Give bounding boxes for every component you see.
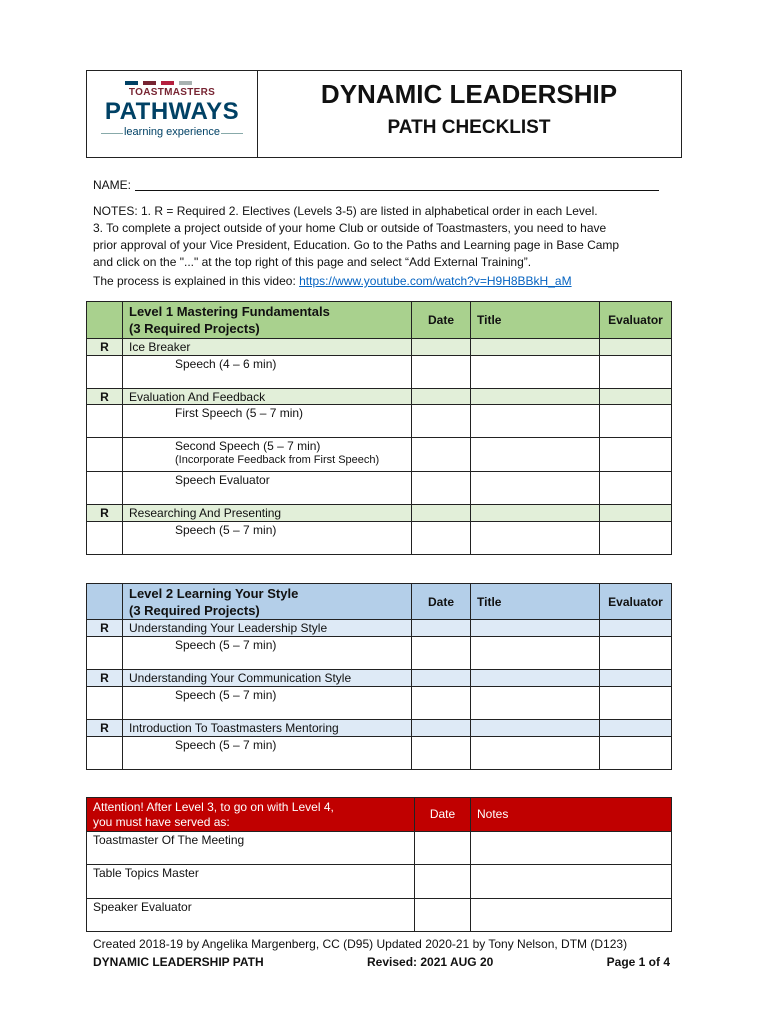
date-cell[interactable]: [412, 522, 471, 555]
title-cell[interactable]: [471, 637, 600, 670]
notes-line-2: 3. To complete a project outside of your home Club or outside of Toastmasters, you need to have: [93, 221, 607, 235]
speech-label: Speech (5 – 7 min): [123, 737, 412, 770]
evaluator-cell[interactable]: [600, 522, 672, 555]
level-1-title-line1: Level 1 Mastering Fundamentals: [129, 304, 330, 319]
level-2-evaluator-header: Evaluator: [600, 584, 672, 620]
speech-note: (Incorporate Feedback from First Speech): [175, 454, 380, 466]
level-2-title-line2: (3 Required Projects): [129, 602, 260, 618]
role-row: [87, 832, 672, 865]
notes-line-1: NOTES: 1. R = Required 2. Electives (Levels 3-5) are listed in alphabetical order in each Level.: [93, 204, 598, 218]
speech-row: [87, 405, 672, 438]
project-name: Understanding Your Leadership Style: [123, 620, 412, 637]
footer-revised: Revised: 2021 AUG 20: [367, 955, 494, 969]
title-cell[interactable]: [471, 389, 600, 405]
attention-table: [86, 797, 672, 932]
attention-notes-header: Notes: [471, 798, 672, 832]
title-cell[interactable]: [471, 522, 600, 555]
level-1-date-header: Date: [412, 302, 471, 339]
notes-cell[interactable]: [471, 832, 672, 865]
title-cell[interactable]: [471, 405, 600, 438]
project-row-mentoring: [87, 720, 672, 737]
project-name: Ice Breaker: [123, 339, 412, 356]
date-cell[interactable]: [412, 356, 471, 389]
level-2-title-header: Title: [471, 584, 600, 620]
level-1-title-line2: (3 Required Projects): [129, 321, 260, 336]
logo-learning-text: learning experience: [123, 126, 220, 138]
required-marker: R: [87, 620, 123, 637]
level-2-date-header: Date: [412, 584, 471, 620]
required-marker: R: [87, 670, 123, 687]
date-cell[interactable]: [415, 899, 471, 932]
level-1-evaluator-header: Evaluator: [600, 302, 672, 339]
role-label: Speaker Evaluator: [87, 899, 415, 932]
notes-line-4: and click on the "..." at the top right of this page and select “Add External Training”.: [93, 255, 532, 269]
speech-label: Speech (5 – 7 min): [123, 637, 412, 670]
blank-cell: [87, 737, 123, 770]
blank-cell: [87, 438, 123, 472]
evaluator-cell[interactable]: [600, 720, 672, 737]
speech-row: [87, 356, 672, 389]
blank-cell: [87, 405, 123, 438]
speech-label: Speech (5 – 7 min): [123, 522, 412, 555]
notes-cell[interactable]: [471, 899, 672, 932]
role-label: Table Topics Master: [87, 865, 415, 899]
footer-page-number: Page 1 of 4: [606, 955, 670, 969]
logo-divider-right: [221, 133, 243, 134]
title-cell[interactable]: [471, 620, 600, 637]
date-cell[interactable]: [415, 865, 471, 899]
evaluator-cell[interactable]: [600, 505, 672, 522]
project-row-ice-breaker: [87, 339, 672, 356]
date-cell[interactable]: [412, 687, 471, 720]
logo-toastmasters-text: TOASTMASTERS: [128, 87, 216, 98]
speech-row: [87, 438, 672, 472]
title-cell[interactable]: [471, 687, 600, 720]
evaluator-cell[interactable]: [600, 356, 672, 389]
evaluator-cell[interactable]: [600, 637, 672, 670]
speech-row: [87, 472, 672, 505]
project-row-communication-style: [87, 670, 672, 687]
title-cell[interactable]: [471, 339, 600, 356]
blank-cell: [87, 472, 123, 505]
date-cell[interactable]: [412, 620, 471, 637]
attention-line2: you must have served as:: [93, 814, 230, 829]
attention-message: [87, 798, 415, 832]
speech-label: Speech (5 – 7 min): [123, 687, 412, 720]
logo-pathways-text: PATHWAYS: [104, 98, 240, 125]
notes-video-prefix: The process is explained in this video:: [93, 274, 300, 288]
required-marker: R: [87, 720, 123, 737]
name-field[interactable]: [135, 190, 659, 191]
page-subtitle: PATH CHECKLIST: [387, 117, 551, 138]
date-cell[interactable]: [412, 405, 471, 438]
notes-cell[interactable]: [471, 865, 672, 899]
logo-bars-icon: [125, 81, 192, 85]
video-link[interactable]: https://www.youtube.com/watch?v=H9H8BBkH_aM: [299, 274, 572, 288]
speech-label: First Speech (5 – 7 min): [123, 405, 412, 438]
title-cell[interactable]: [471, 438, 600, 472]
role-label: Toastmaster Of The Meeting: [87, 832, 415, 865]
project-name: Understanding Your Communication Style: [123, 670, 412, 687]
header-box: [86, 70, 682, 158]
pathways-logo: [87, 71, 258, 157]
date-cell[interactable]: [412, 737, 471, 770]
project-name: Researching And Presenting: [123, 505, 412, 522]
level-2-title-line1: Level 2 Learning Your Style: [129, 585, 299, 601]
footer-path-name: DYNAMIC LEADERSHIP PATH: [93, 955, 264, 969]
date-cell[interactable]: [412, 637, 471, 670]
level-2-table: [86, 583, 672, 770]
date-cell[interactable]: [412, 438, 471, 472]
date-cell[interactable]: [412, 472, 471, 505]
speech-row: [87, 687, 672, 720]
required-marker: R: [87, 389, 123, 405]
speech-row: [87, 522, 672, 555]
notes-line-5: [93, 273, 572, 290]
footer-credits: Created 2018-19 by Angelika Margenberg, CC (D95) Updated 2020-21 by Tony Nelson, DTM (D123): [93, 937, 628, 951]
title-cell[interactable]: [471, 737, 600, 770]
speech-label: [123, 438, 412, 472]
notes-line-3: prior approval of your Vice President, Education. Go to the Paths and Learning page in Base Camp: [93, 238, 620, 252]
title-cell[interactable]: [471, 720, 600, 737]
speech-label: Speech (4 – 6 min): [123, 356, 412, 389]
project-row-researching-presenting: [87, 505, 672, 522]
project-row-evaluation-feedback: [87, 389, 672, 405]
project-name: Introduction To Toastmasters Mentoring: [123, 720, 412, 737]
project-row-leadership-style: [87, 620, 672, 637]
blank-cell: [87, 687, 123, 720]
evaluator-cell[interactable]: [600, 687, 672, 720]
speech-row: [87, 637, 672, 670]
blank-cell: [87, 522, 123, 555]
role-row: [87, 899, 672, 932]
date-cell[interactable]: [412, 505, 471, 522]
level-1-table: [86, 301, 672, 555]
level-1-title: [123, 302, 412, 339]
date-cell[interactable]: [412, 670, 471, 687]
level-1-title-header: Title: [471, 302, 600, 339]
title-cell[interactable]: [471, 472, 600, 505]
evaluator-cell[interactable]: [600, 472, 672, 505]
attention-date-header: Date: [415, 798, 471, 832]
name-label: NAME:: [93, 178, 132, 192]
date-cell[interactable]: [412, 720, 471, 737]
blank-cell: [87, 356, 123, 389]
date-cell[interactable]: [412, 339, 471, 356]
blank-cell: [87, 637, 123, 670]
evaluator-cell[interactable]: [600, 620, 672, 637]
attention-line1: Attention! After Level 3, to go on with Level 4,: [93, 799, 334, 814]
role-row: [87, 865, 672, 899]
evaluator-cell[interactable]: [600, 737, 672, 770]
required-marker: R: [87, 505, 123, 522]
evaluator-cell[interactable]: [600, 405, 672, 438]
evaluator-cell[interactable]: [600, 389, 672, 405]
level-1-header-blank: [87, 302, 123, 339]
title-cell[interactable]: [471, 356, 600, 389]
speech-label-text: Second Speech (5 – 7 min): [175, 439, 321, 453]
speech-row: [87, 737, 672, 770]
evaluator-cell[interactable]: [600, 339, 672, 356]
evaluator-cell[interactable]: [600, 670, 672, 687]
title-cell[interactable]: [471, 505, 600, 522]
project-name: Evaluation And Feedback: [123, 389, 412, 405]
level-2-title: [123, 584, 412, 620]
evaluator-cell[interactable]: [600, 438, 672, 472]
title-cell[interactable]: [471, 670, 600, 687]
page-title: DYNAMIC LEADERSHIP: [320, 79, 618, 109]
date-cell[interactable]: [412, 389, 471, 405]
speech-label: Speech Evaluator: [123, 472, 412, 505]
date-cell[interactable]: [415, 832, 471, 865]
level-2-header-blank: [87, 584, 123, 620]
required-marker: R: [87, 339, 123, 356]
